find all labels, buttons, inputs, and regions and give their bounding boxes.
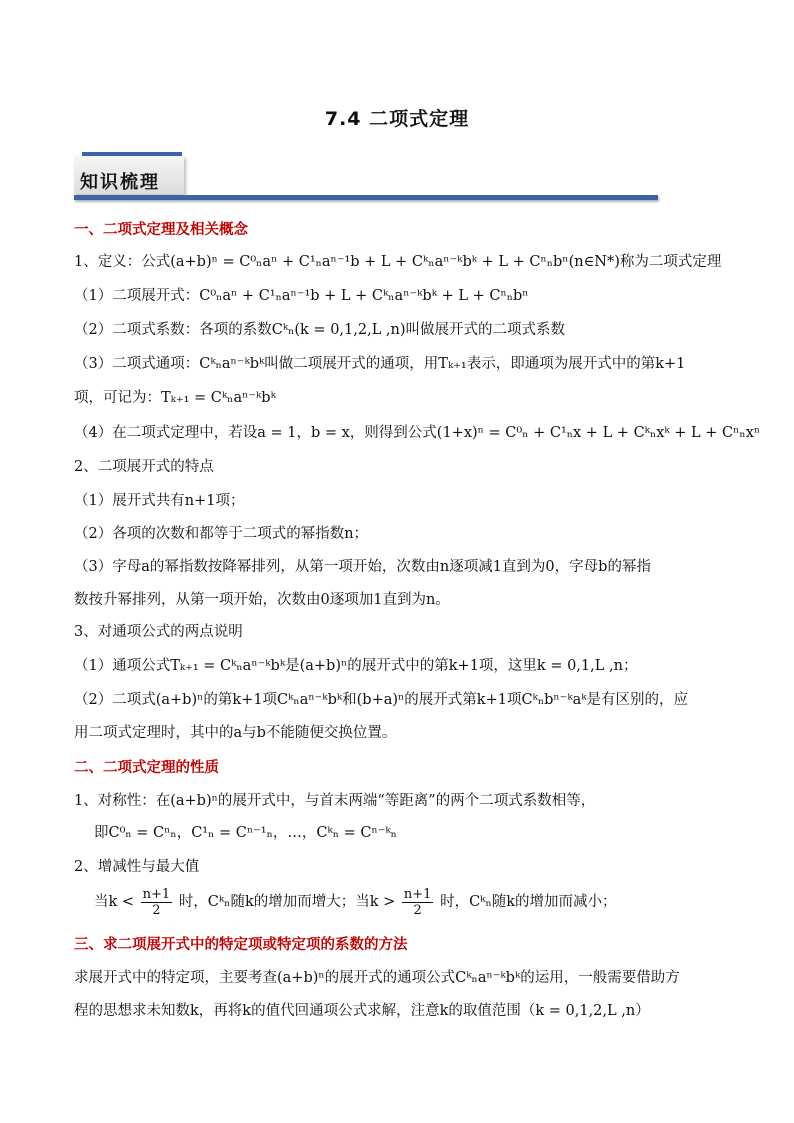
note-2: （2）二项式(a+b)ⁿ的第k+1项Cᵏₙaⁿ⁻ᵏbᵏ和(b+a)ⁿ的展开式第k+1项Cᵏₙbⁿ⁻ᵏaᵏ是有区别的，应 — [74, 692, 689, 708]
fraction-1-denominator: 2 — [152, 902, 161, 918]
page-title: 7.4 二项式定理 — [324, 108, 470, 130]
section-banner — [74, 152, 664, 204]
symmetry-line: 1、对称性：在(a+b)ⁿ的展开式中，与首末两端“等距离”的两个二项式系数相等， — [74, 793, 596, 809]
section-heading-2: 二、二项式定理的性质 — [74, 760, 219, 776]
method-line-1: 求展开式中的特定项，主要考查(a+b)ⁿ的展开式的通项公式Cᵏₙaⁿ⁻ᵏbᵏ的运用，一般需要借助方 — [74, 970, 680, 986]
banner-box — [74, 156, 184, 194]
general-term-line: （3）二项式通项：Cᵏₙaⁿ⁻ᵏbᵏ叫做二项展开式的通项，用Tₖ₊₁表示，即通项为展开式中的第k+1 — [74, 356, 686, 372]
fraction-1-numerator: n+1 — [142, 886, 171, 902]
note-2-cont: 用二项式定理时，其中的a与b不能随便交换位置。 — [74, 725, 397, 741]
feature-1: （1）展开式共有n+1项； — [74, 493, 245, 509]
method-line-2: 程的思想求未知数k，再将k的值代回通项公式求解，注意k的取值范围（k = 0,1,2,L ,n） — [74, 1003, 650, 1019]
monotonic-text-2: 时，Cᵏₙ随k的增加而增大；当k > — [178, 894, 396, 910]
banner-bottom-bar — [74, 195, 658, 200]
monotonic-heading: 2、增减性与最大值 — [74, 859, 200, 875]
fraction-2 — [402, 887, 434, 918]
coefficient-line: （2）二项式系数：各项的系数Cᵏₙ(k = 0,1,2,L ,n)叫做展开式的二项式系数 — [74, 322, 566, 338]
expansion-line: （1）二项展开式：C⁰ₙaⁿ + C¹ₙaⁿ⁻¹b + L + Cᵏₙaⁿ⁻ᵏbᵏ + L + Cⁿₙbⁿ — [74, 288, 529, 304]
features-heading: 2、二项展开式的特点 — [74, 459, 214, 475]
fraction-2-numerator: n+1 — [403, 886, 432, 902]
section-heading-3: 三、求二项展开式中的特定项或特定项的系数的方法 — [74, 937, 408, 953]
monotonic-text-1: 当k < — [94, 894, 135, 910]
note-1: （1）通项公式Tₖ₊₁ = Cᵏₙaⁿ⁻ᵏbᵏ是(a+b)ⁿ的展开式中的第k+1项，这里k = 0,1,L ,n； — [74, 658, 638, 674]
symmetry-formula: 即C⁰ₙ = Cⁿₙ，C¹ₙ = Cⁿ⁻¹ₙ，…，Cᵏₙ = Cⁿ⁻ᵏₙ — [94, 825, 397, 841]
special-case-line: （4）在二项式定理中，若设a = 1，b = x，则得到公式(1+x)ⁿ = C⁰ₙ + C¹ₙx + L + Cᵏₙxᵏ + L + Cⁿₙxⁿ — [74, 425, 761, 441]
notes-heading: 3、对通项公式的两点说明 — [74, 624, 243, 640]
feature-3: （3）字母a的幂指数按降幂排列，从第一项开始，次数由n逐项减1直到为0，字母b的幂指 — [74, 559, 651, 575]
banner-label: 知识梳理 — [80, 172, 160, 193]
feature-2: （2）各项的次数和都等于二项式的幂指数n； — [74, 526, 369, 542]
fraction-2-denominator: 2 — [413, 902, 422, 918]
feature-3-cont: 数按升幂排列，从第一项开始，次数由0逐项加1直到为n。 — [74, 592, 450, 608]
monotonic-line — [94, 886, 617, 918]
general-term-line-2: 项，可记为：Tₖ₊₁ = Cᵏₙaⁿ⁻ᵏbᵏ — [74, 390, 276, 406]
section-heading-1: 一、二项式定理及相关概念 — [74, 222, 248, 238]
monotonic-text-3: 时，Cᵏₙ随k的增加而减小； — [440, 894, 617, 910]
fraction-1 — [141, 887, 173, 918]
definition-line: 1、定义：公式(a+b)ⁿ = C⁰ₙaⁿ + C¹ₙaⁿ⁻¹b + L + Cᵏₙaⁿ⁻ᵏbᵏ + L + Cⁿₙbⁿ(n∈N*)称为二项式定理 — [74, 254, 722, 270]
